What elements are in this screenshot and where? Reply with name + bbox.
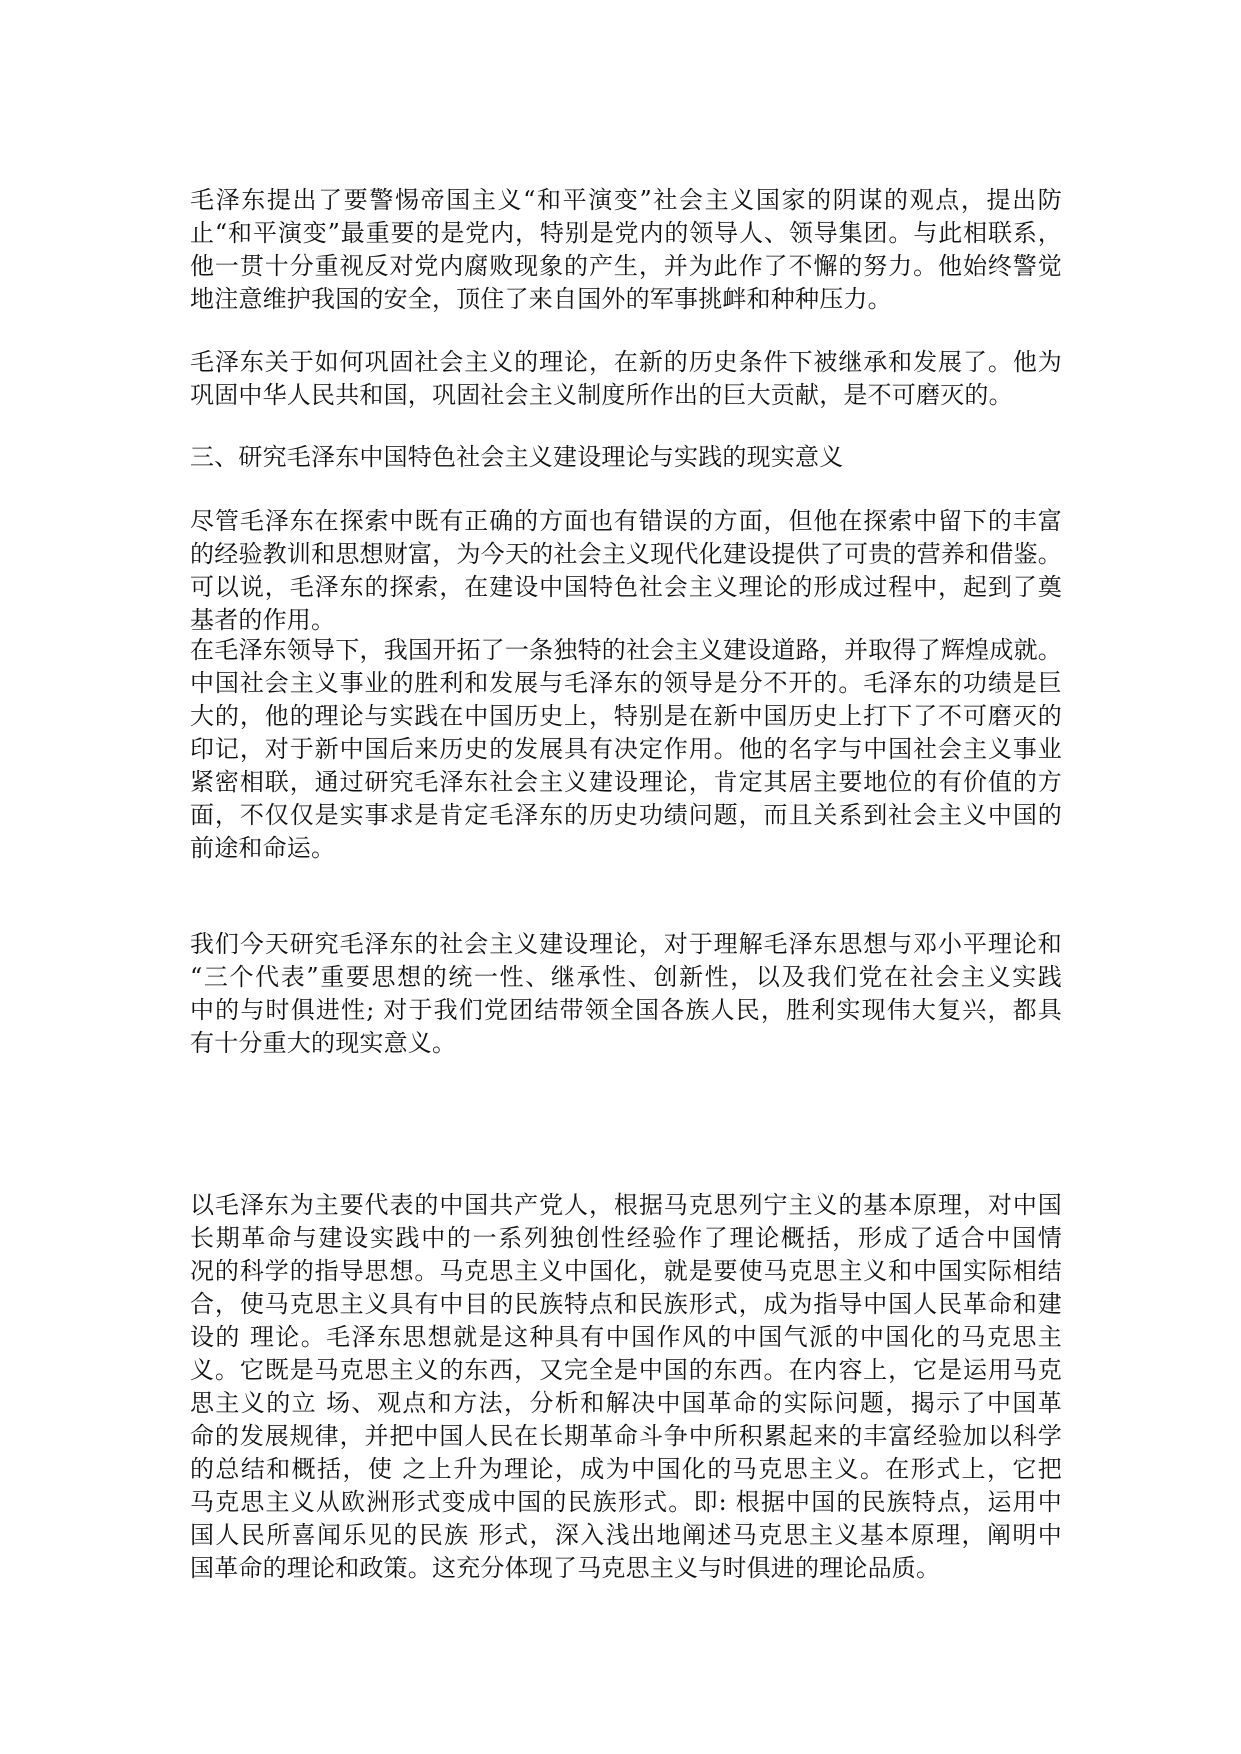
section-heading-text: 三、研究毛泽东中国特色社会主义建设理论与实践的现实意义 [190,443,844,471]
text-line: 印记，对于新中国后来历史的发展具有决定作用。他的名字与中国社会主义事业 [190,735,1062,763]
text-line: 长期革命与建设实践中的一系列独创性经验作了理论概括，形成了适合中国情 [190,1224,1062,1252]
paragraph-exploration [190,505,1062,637]
section-heading [190,441,1062,474]
paragraph-consolidating-socialism [190,346,1062,412]
text-line: 义。它既是马克思主义的东西，又完全是中国的东西。在内容上，它是运用马克 [190,1356,1062,1384]
text-line: 毛泽东关于如何巩固社会主义的理论，在新的历史条件下被继承和发展了。他为 [190,348,1062,376]
text-line: 思主义的立 场、观点和方法，分析和解决中国革命的实际问题，揭示了中国革 [190,1389,1062,1417]
text-line: 止“和平演变”最重要的是党内，特别是党内的领导人、领导集团。与此相联系， [190,219,1062,247]
text-line: 的总结和概括，使 之上升为理论，成为中国化的马克思主义。在形式上，它把 [190,1455,1062,1483]
text-line: 他一贯十分重视反对党内腐败现象的产生，并为此作了不懈的努力。他始终警觉 [190,252,1062,280]
paragraph-achievements [190,634,1062,865]
text-line: 在毛泽东领导下，我国开拓了一条独特的社会主义建设道路，并取得了辉煌成就。 [190,636,1062,664]
text-line: 大的，他的理论与实践在中国历史上，特别是在新中国历史上打下了不可磨灭的 [190,702,1062,730]
text-line: 国革命的理论和政策。这充分体现了马克思主义与时俱进的理论品质。 [190,1554,941,1582]
text-line: 合，使马克思主义具有中目的民族特点和民族形式，成为指导中国人民革命和建 [190,1290,1062,1318]
text-line: 地注意维护我国的安全，顶住了来自国外的军事挑衅和种种压力。 [190,285,892,313]
text-line: 以毛泽东为主要代表的中国共产党人，根据马克思列宁主义的基本原理，对中国 [190,1191,1062,1219]
text-line: 的经验教训和思想财富，为今天的社会主义现代化建设提供了可贵的营养和借鉴。 [190,540,1062,568]
text-line: 中的与时俱进性; 对于我们党团结带领全国各族人民，胜利实现伟大复兴，都具 [190,996,1062,1024]
text-line: “三个代表”重要思想的统一性、继承性、创新性，以及我们党在社会主义实践 [190,963,1062,991]
text-line: 基者的作用。 [190,606,336,634]
text-line: 面，不仅仅是实事求是肯定毛泽东的历史功绩问题，而且关系到社会主义中国的 [190,801,1062,829]
text-line: 巩固中华人民共和国，巩固社会主义制度所作出的巨大贡献，是不可磨灭的。 [190,381,1013,409]
text-line: 马克思主义从欧洲形式变成中国的民族形式。即: 根据中国的民族特点，运用中 [190,1488,1062,1516]
text-line: 尽管毛泽东在探索中既有正确的方面也有错误的方面，但他在探索中留下的丰富 [190,507,1062,535]
document-page [190,0,1062,1754]
text-line: 命的发展规律，并把中国人民在长期革命斗争中所积累起来的丰富经验加以科学 [190,1422,1062,1450]
text-line: 我们今天研究毛泽东的社会主义建设理论，对于理解毛泽东思想与邓小平理论和 [190,930,1062,958]
text-line: 可以说，毛泽东的探索，在建设中国特色社会主义理论的形成过程中，起到了奠 [190,573,1062,601]
paragraph-significance [190,928,1062,1060]
text-line: 设的 理论。毛泽东思想就是这种具有中国作风的中国气派的中国化的马克思主 [190,1323,1062,1351]
text-line: 有十分重大的现实意义。 [190,1029,457,1057]
text-line: 紧密相联，通过研究毛泽东社会主义建设理论，肯定其居主要地位的有价值的方 [190,768,1062,796]
text-line: 况的科学的指导思想。马克思主义中国化，就是要使马克思主义和中国实际相结 [190,1257,1062,1285]
text-line: 毛泽东提出了要警惕帝国主义“和平演变”社会主义国家的阴谋的观点，提出防 [190,186,1062,214]
text-line: 中国社会主义事业的胜利和发展与毛泽东的领导是分不开的。毛泽东的功绩是巨 [190,669,1062,697]
paragraph-sinicization-of-marxism [190,1189,1062,1585]
text-line: 前途和命运。 [190,834,336,862]
text-line: 国人民所喜闻乐见的民族 形式，深入浅出地阐述马克思主义基本原理，阐明中 [190,1521,1062,1549]
paragraph-peaceful-evolution [190,184,1062,316]
